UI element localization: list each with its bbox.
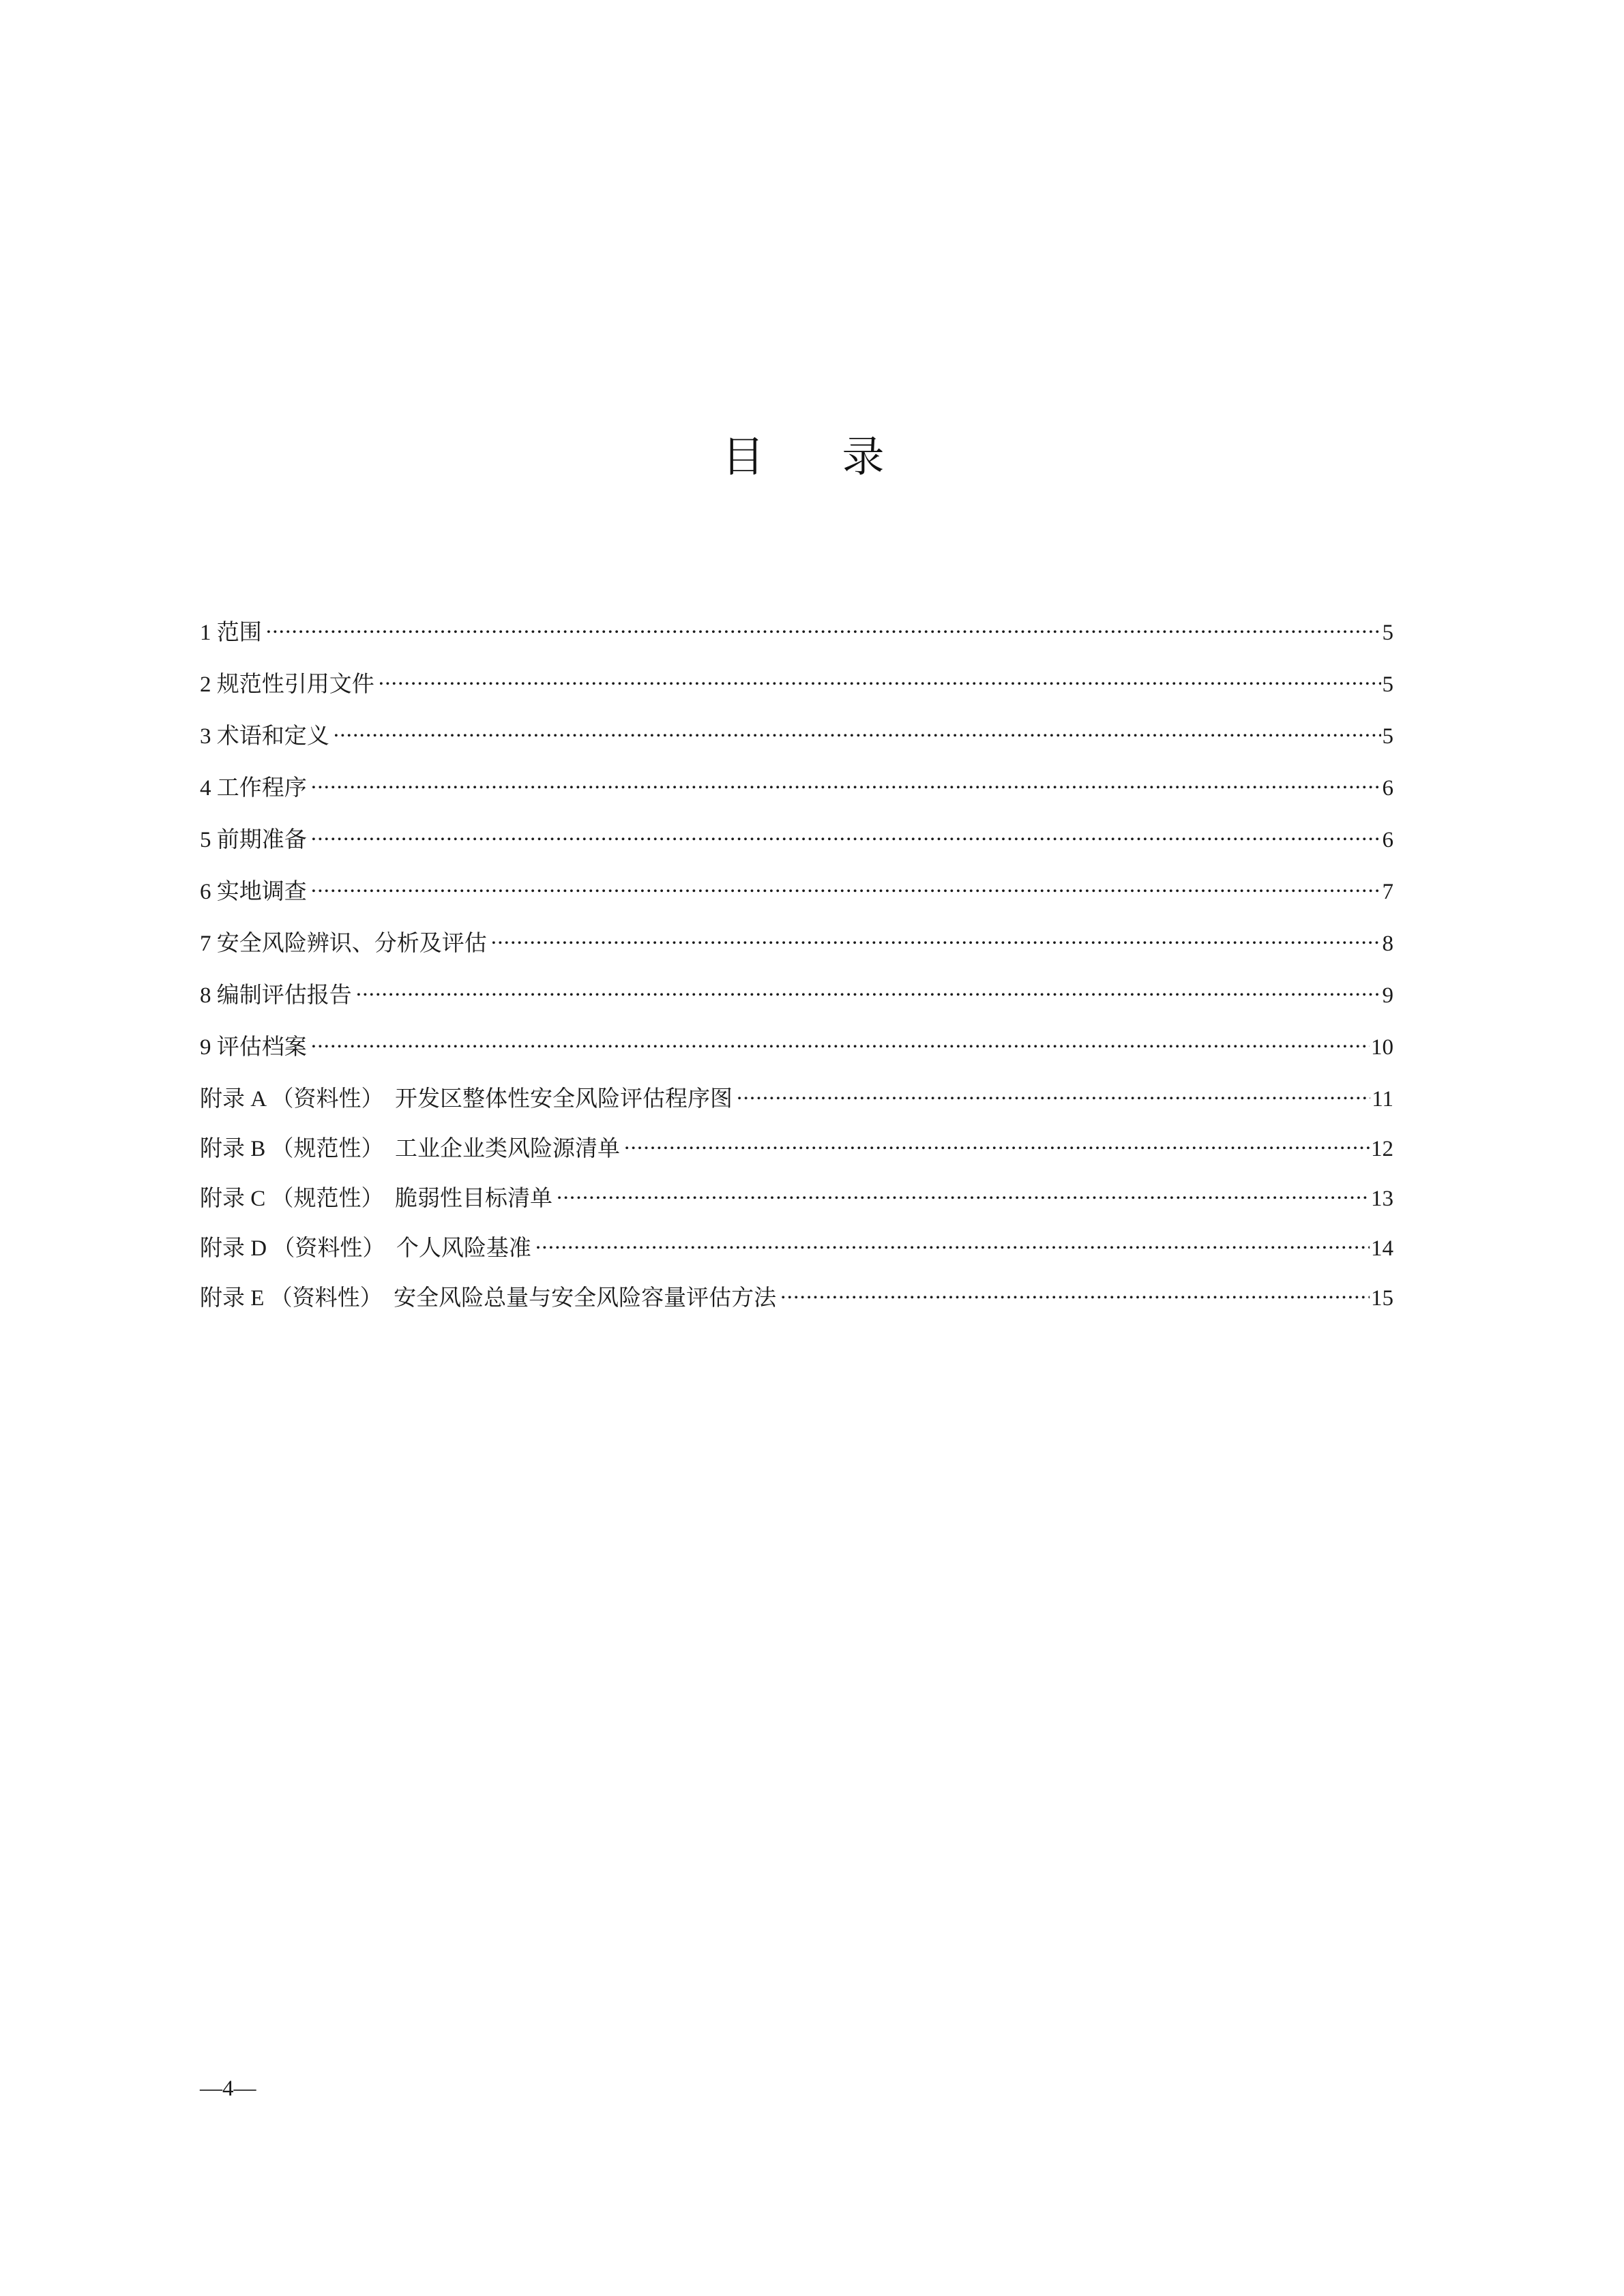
toc-entry-label: 4 工作程序 (200, 776, 307, 801)
toc-entry-label: 9 评估档案 (200, 1035, 307, 1060)
toc-entry[interactable] (200, 773, 1393, 824)
toc-entry-page: 5 (1382, 621, 1393, 645)
toc-entry-label: 附录 E （资料性） 安全风险总量与安全风险容量评估方法 (200, 1286, 777, 1311)
toc-entry-label: 7 安全风险辨识、分析及评估 (200, 931, 487, 956)
toc-entry-page: 13 (1371, 1187, 1393, 1211)
toc-entry-page: 15 (1371, 1286, 1393, 1311)
toc-leader-dots (780, 1283, 1370, 1305)
toc-leader-dots (356, 980, 1381, 1002)
toc-leader-dots (266, 617, 1381, 640)
toc-entry-label: 1 范围 (200, 621, 262, 645)
toc-entry-page: 6 (1382, 776, 1393, 801)
toc-entry-page: 12 (1371, 1137, 1393, 1161)
toc-entry-page: 9 (1382, 983, 1393, 1008)
toc-entry[interactable] (200, 1084, 1393, 1133)
page-number-footer: —4— (200, 2076, 256, 2101)
toc-leader-dots (311, 773, 1381, 795)
toc-entry-page: 10 (1371, 1035, 1393, 1060)
toc-entry-label: 附录 C （规范性） 脆弱性目标清单 (200, 1187, 553, 1211)
toc-entry[interactable] (200, 1183, 1393, 1233)
toc-entry-label: 5 前期准备 (200, 828, 307, 852)
toc-leader-dots (311, 1032, 1370, 1054)
toc-entry[interactable] (200, 669, 1393, 721)
toc-entry[interactable] (200, 617, 1393, 669)
toc-entry[interactable] (200, 876, 1393, 928)
toc-entry[interactable] (200, 1032, 1393, 1084)
toc-entry[interactable] (200, 928, 1393, 980)
toc-leader-dots (311, 876, 1381, 899)
toc-entry-page: 14 (1371, 1236, 1393, 1261)
toc-leader-dots (491, 928, 1381, 951)
toc-leader-dots (557, 1183, 1370, 1206)
toc-leader-dots (624, 1133, 1370, 1156)
toc-entry-page: 5 (1382, 672, 1393, 697)
toc-entry-label: 附录 B （规范性） 工业企业类风险源清单 (200, 1137, 621, 1161)
toc-entry-label: 附录 A （资料性） 开发区整体性安全风险评估程序图 (200, 1087, 733, 1112)
toc-leader-dots (334, 721, 1381, 743)
toc-entry-page: 7 (1382, 880, 1393, 904)
toc-entry-label: 附录 D （资料性） 个人风险基准 (200, 1236, 531, 1261)
toc-leader-dots (535, 1233, 1370, 1255)
toc-entry-label: 8 编制评估报告 (200, 983, 352, 1008)
toc-entry[interactable] (200, 980, 1393, 1032)
toc-entry-page: 6 (1382, 828, 1393, 852)
toc-entry-label: 3 术语和定义 (200, 724, 329, 749)
toc-entry-label: 6 实地调查 (200, 880, 307, 904)
toc-leader-dots (737, 1084, 1370, 1106)
toc-leader-dots (379, 669, 1381, 691)
toc-entry-page: 5 (1382, 724, 1393, 749)
toc-entry[interactable] (200, 721, 1393, 773)
table-of-contents (200, 617, 1393, 1332)
toc-entry[interactable] (200, 1233, 1393, 1283)
toc-entry-page: 8 (1382, 931, 1393, 956)
toc-entry[interactable] (200, 1283, 1393, 1332)
page-title: 目 录 (722, 434, 902, 481)
toc-entry[interactable] (200, 824, 1393, 876)
toc-entry-label: 2 规范性引用文件 (200, 672, 374, 697)
toc-leader-dots (311, 824, 1381, 847)
toc-entry-page: 11 (1372, 1087, 1393, 1112)
toc-entry[interactable] (200, 1133, 1393, 1183)
